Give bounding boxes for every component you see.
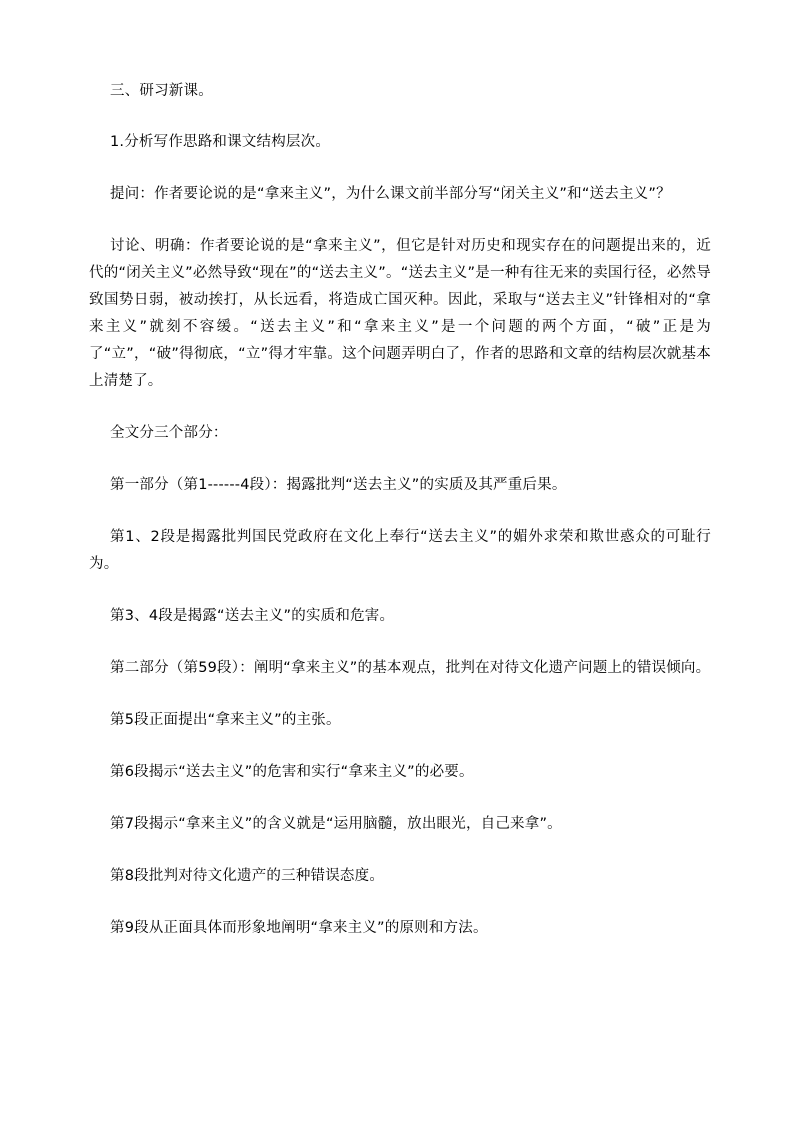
part-one-summary: 第一部分（第1------4段）：揭露批判“送去主义”的实质及其严重后果。: [110, 477, 567, 493]
discussion-paragraph: 讨论、明确：作者要论说的是“拿来主义”，但它是针对历史和现实存在的问题提出来的，近代的“闭关主义”必然导致“现在”的“送去主义”。“送去主义”是一种有往无来的卖国行径，必然导致国势日弱，被动挨打，从长远看，将造成亡国灭种。因此，采取与“送去主义”针锋相对的“拿来主义”就刻不容缓。“送去主义”和“拿来主义”是一个问题的两个方面，“破”正是为了“立”，“破”得彻底，“立”得才牢靠。这个问题弄明白了，作者的思路和文章的结构层次就基本上清楚了。: [89, 238, 711, 389]
section-heading: 三、研习新课。: [110, 83, 213, 99]
document-body: [89, 78, 711, 942]
paragraph-8-summary: 第8段批判对待文化遗产的三种错误态度。: [110, 868, 385, 884]
paragraph-6-summary: 第6段揭示“送去主义”的危害和实行“拿来主义”的必要。: [110, 764, 474, 780]
paragraph-9-summary: 第9段从正面具体而形象地阐明“拿来主义”的原则和方法。: [110, 920, 488, 936]
paragraph-5-summary: 第5段正面提出“拿来主义”的主张。: [110, 712, 341, 728]
subsection-heading: 1.分析写作思路和课文结构层次。: [110, 134, 331, 150]
paragraph-3-4-summary: 第3、4段是揭露“送去主义”的实质和危害。: [110, 608, 395, 624]
paragraph-7-summary: 第7段揭示“拿来主义”的含义就是“运用脑髓，放出眼光，自己来拿”。: [110, 816, 562, 832]
structure-intro: 全文分三个部分：: [110, 425, 228, 441]
paragraph-1-2-summary: 第1、2段是揭露批判国民党政府在文化上奉行“送去主义”的媚外求荣和欺世惑众的可耻行为。: [89, 529, 711, 572]
question-paragraph: 提问：作者要论说的是“拿来主义”，为什么课文前半部分写“闭关主义”和“送去主义”？: [110, 186, 671, 202]
part-two-summary: 第二部分（第59段）：阐明“拿来主义”的基本观点，批判在对待文化遗产问题上的错误倾向。: [110, 660, 711, 676]
